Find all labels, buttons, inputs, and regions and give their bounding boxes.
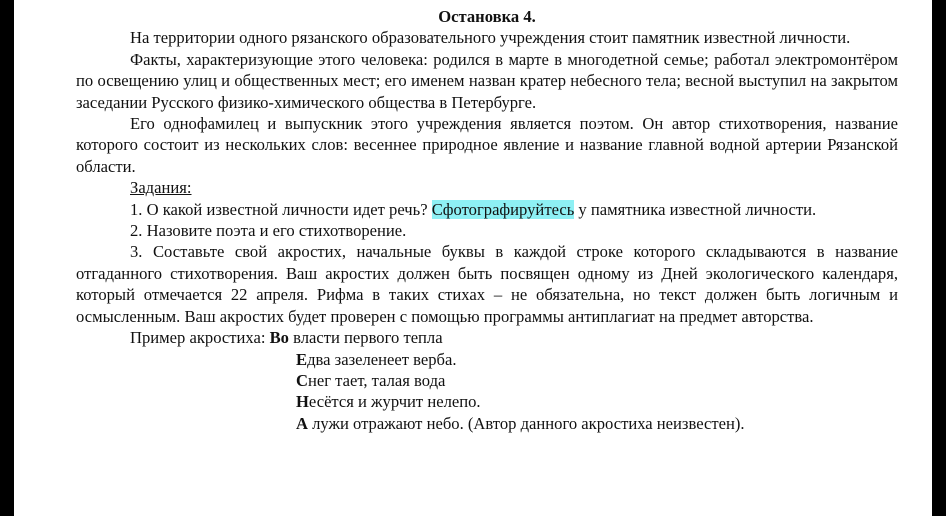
task-1: 1. О какой известной личности идет речь? Сфотографируйтесь у памятника известной личности. (130, 199, 817, 219)
acrostic-line-4: Несётся и журчит нелепо. (296, 392, 481, 412)
acrostic-intro: Пример акростиха: (130, 328, 270, 348)
task-2: 2. Назовите поэта и его стихотворение. (130, 221, 407, 241)
poet-paragraph: Его однофамилец и выпускник этого учреждения является поэтом. Он автор стихотворения, название которого состоит из нескольких слов: весеннее природное явление и название главной водной артерии Рязанской области. (76, 114, 898, 176)
acrostic-line-5: А лужи отражают небо. (Автор данного акростиха неизвестен). (296, 413, 745, 433)
acrostic-line-3: Снег тает, талая вода (296, 370, 446, 390)
acrostic-line-1: Пример акростиха: Во власти первого тепла (130, 328, 443, 348)
intro-paragraph: На территории одного рязанского образовательного учреждения стоит памятник известной личности. (130, 28, 851, 48)
tasks-heading: Задания: (130, 178, 192, 198)
document-page (14, 0, 932, 516)
page-title: Остановка 4. (438, 7, 536, 26)
task-3: 3. Составьте свой акростих, начальные буквы в каждой строке которого складываются в название отгаданного стихотворения. Ваш акростих должен быть посвящен одному из Дней экологического календаря, который отмечается 22 апреля. Рифма в таких стихах – не обязательна, но текст должен быть логичным и осмысленным. Ваш акростих будет проверен с помощью программы антиплагиат на предмет авторства. (76, 242, 898, 326)
document-content (76, 6, 898, 434)
acrostic-line-2: Едва зазеленеет верба. (296, 349, 457, 369)
highlighted-word: Сфотографируйтесь (431, 199, 575, 219)
facts-paragraph: Факты, характеризующие этого человека: родился в марте в многодетной семье; работал электромонтёром по освещению улиц и общественных мест; его именем назван кратер небесного тела; весной выступил на закрытом заседании Русского физико-химического общества в Петербурге. (76, 49, 898, 112)
